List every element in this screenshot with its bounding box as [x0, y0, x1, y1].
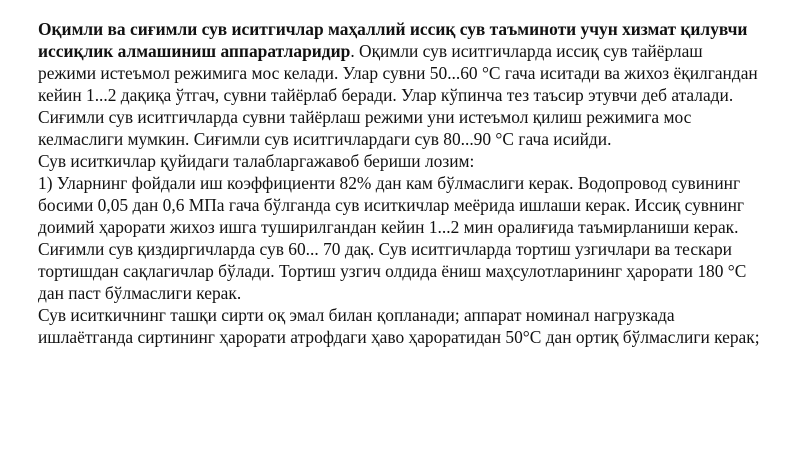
intro-text: . Оқимли сув иситгичларда иссиқ сув тайёрлаш режими истеъмол режимига мос келади. Улар сувни 50...60 °С гача иситади ва жихоз ёқилгандан кейин 1...2 дақиқа ўтгач, сувни тайёрлаб беради. Улар кўпинча тез таъсир этувчи деб аталади. Сиғимли сув иситгичларда сувни тайёрлаш режими уни истеъмол қилиш режимига мос келмаслиги мумкин. Сиғимли сув иситгичлардаги сув 80...90 °С гача исийди.: [38, 41, 758, 149]
bold-lead-text: Оқимли ва сиғимли сув иситгичлар маҳаллий иссиқ сув таъминоти учун хизмат қилувчи иссиқлик алмашиниш аппаратларидир: [38, 19, 748, 61]
paragraph-intro: [38, 18, 762, 150]
paragraph-requirements-heading: Сув иситкичлар қуйидаги талабларгажавоб бериши лозим:: [38, 151, 475, 171]
document-body: [38, 18, 762, 348]
paragraph-surface-coating: Сув иситкичнинг ташқи сирти оқ эмал билан қопланади; аппарат номинал нагрузкада ишлаётганда сиртининг ҳарорати атрофдаги ҳаво ҳароратидан 50°С дан ортиқ бўлмаслиги керак;: [38, 305, 760, 347]
paragraph-requirement-1: 1) Уларнинг фойдали иш коэффициенти 82% дан кам бўлмаслиги керак. Водопровод сувининг босими 0,05 дан 0,6 МПа гача бўлганда сув иситкичлар меёрида ишлаши керак. Иссиқ сувнинг доимий ҳарорати жихоз ишга туширилгандан кейин 1...2 мин оралиғида таъмирланиши керак. Сиғимли сув қиздиргичларда сув 60... 70 дақ. Сув иситгичларда тортиш узгичлари ва тескари тортишдан сақлагичлар бўлади. Тортиш узгич олдида ёниш маҳсулотларининг ҳарорати 180 °С дан паст бўлмаслиги керак.: [38, 173, 747, 303]
